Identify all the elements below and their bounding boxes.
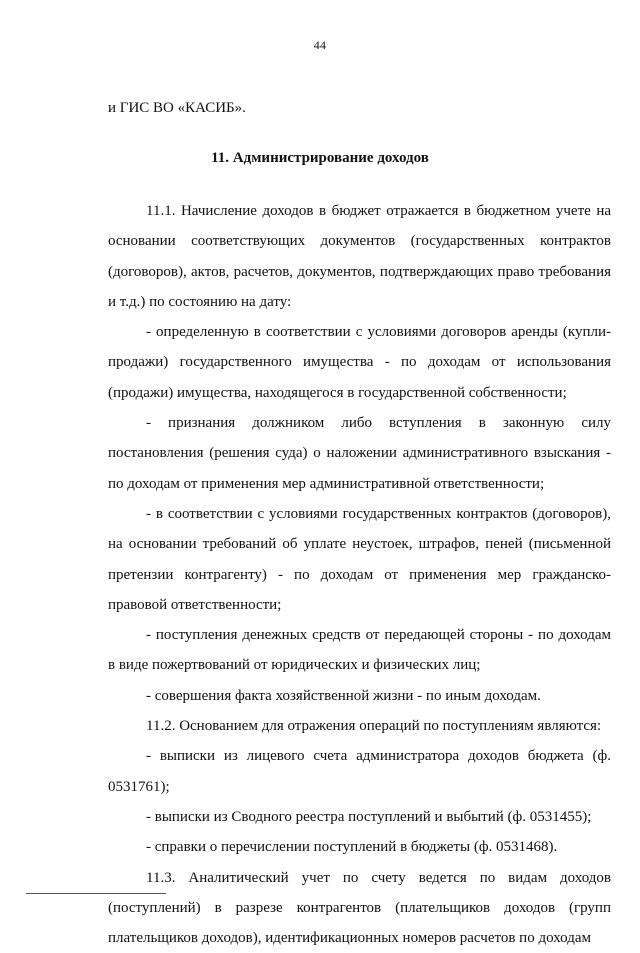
body-text: [108, 196, 611, 953]
paragraph: - определенную в соответствии с условиями договоров аренды (купли-продажи) государственного имущества - по доходам от использования (продажи) имущества, находящегося в государственной собственности;: [108, 324, 611, 401]
paragraph: - в соответствии с условиями государственных контрактов (договоров), на основании требований об уплате неустоек, штрафов, пеней (письменной претензии контрагенту) - по доходам от применения мер гражданско-правовой ответственности;: [108, 505, 611, 613]
paragraph: - выписки из лицевого счета администратора доходов бюджета (ф. 0531761);: [108, 748, 611, 795]
paragraph: - совершения факта хозяйственной жизни - по иным доходам.: [146, 687, 541, 704]
section-heading: 11. Администрирование доходов: [211, 150, 429, 166]
paragraph: - справки о перечислении поступлений в бюджеты (ф. 0531468).: [146, 839, 558, 856]
paragraph: 11.1. Начисление доходов в бюджет отражается в бюджетном учете на основании соответствующих документов (государственных контрактов (договоров), актов, расчетов, документов, подтверждающих право требования и т.д.) по состоянию на дату:: [108, 203, 611, 310]
paragraph: 11.2. Основанием для отражения операций по поступлениям являются:: [146, 718, 602, 735]
paragraph: - выписки из Сводного реестра поступлений и выбытий (ф. 0531455);: [146, 808, 592, 825]
paragraph: - поступления денежных средств от передающей стороны - по доходам в виде пожертвований от юридических и физических лиц;: [108, 627, 611, 674]
paragraph: 11.3. Аналитический учет по счету ведется по видам доходов (поступлений) в разрезе контрагентов (плательщиков доходов (групп плательщиков доходов), идентификационных номеров расчетов по доходам: [108, 869, 611, 947]
page-number: 44: [313, 38, 327, 52]
continuation-line: и ГИС ВО «КАСИБ».: [108, 100, 246, 116]
paragraph: - признания должником либо вступления в законную силу постановления (решения суда) о наложении административного взыскания - по доходам от применения мер административной ответственности;: [108, 415, 611, 492]
footer-rule: [26, 893, 166, 894]
